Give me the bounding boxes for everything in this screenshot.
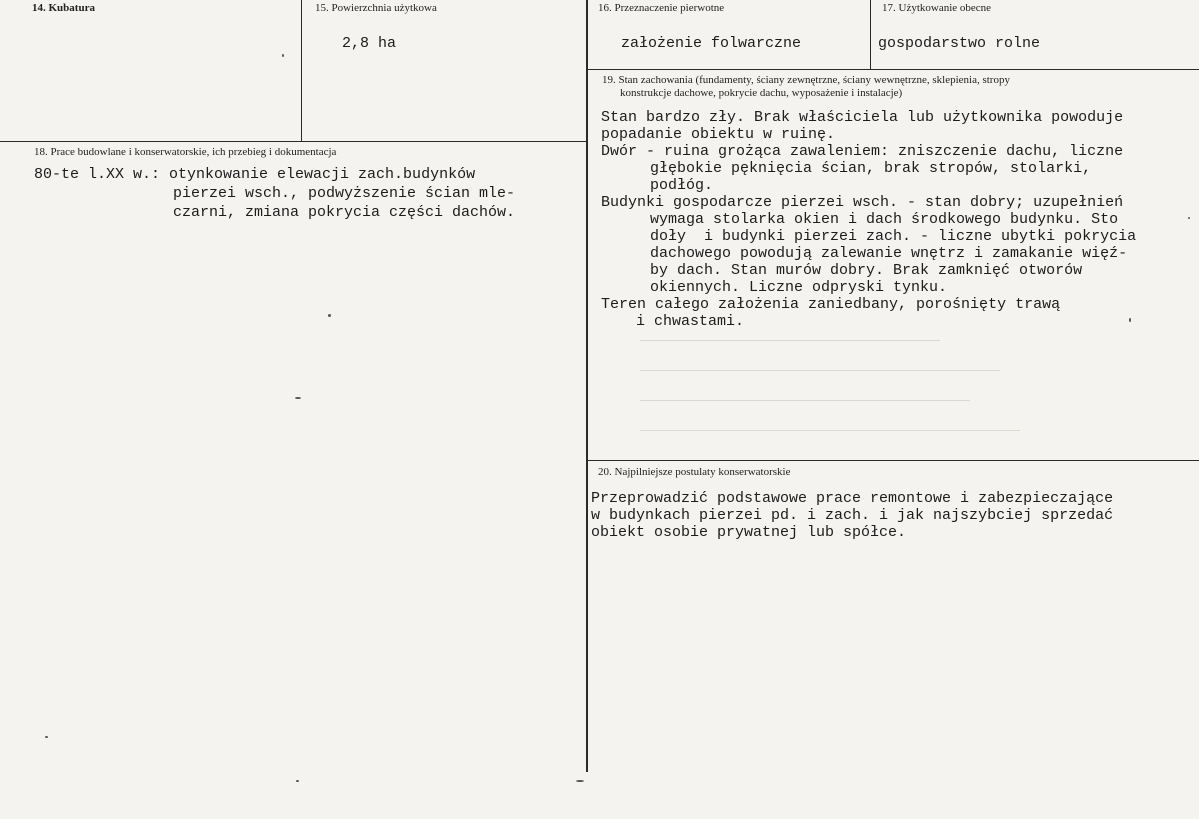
field-16-number: 16. [598,2,612,14]
field-16-label: Przeznaczenie pierwotne [614,2,725,14]
field-19-line-2: popadanie obiektu w ruinę. [601,126,836,143]
field-15-number: 15. [315,2,329,14]
field-19-label-line-1: Stan zachowania (fundamenty, ściany zewnętrzne, ściany wewnętrzne, sklepienia, stropy [618,74,1010,86]
show-through-line [640,370,1000,371]
show-through-line [640,340,940,341]
field-19-label-line-2: konstrukcje dachowe, pokrycie dachu, wyposażenie i instalacje) [620,87,903,99]
field-20-header [598,466,790,479]
paper-speck [1188,217,1190,219]
field-19-line-13: i chwastami. [636,313,745,330]
paper-speck [282,54,284,57]
field-19-line-12: Teren całego założenia zaniedbany, porośnięty trawą [601,296,1061,313]
divider-h-19-20 [588,460,1199,461]
show-through-line [640,400,970,401]
field-19-line-3: Dwór - ruina grożąca zawaleniem: zniszczenie dachu, liczne [601,143,1124,160]
field-18-line-1: 80-te l.XX w.: otynkowanie elewacji zach.budynków [34,166,476,183]
field-14-header [32,2,95,15]
field-19-line-10: by dach. Stan murów dobry. Brak zamknięć otworów [650,262,1083,279]
field-20-line-2: w budynkach pierzei pd. i zach. i jak najszybciej sprzedać [591,507,1114,524]
paper-speck [1129,318,1131,322]
divider-h-left [0,141,587,142]
field-14-number: 14. [32,2,46,14]
field-20-line-3: obiekt osobie prywatnej lub spółce. [591,524,907,541]
field-19-line-1: Stan bardzo zły. Brak właściciela lub użytkownika powoduje [601,109,1124,126]
field-19-line-8: doły i budynki pierzei zach. - liczne ubytki pokrycia [650,228,1137,245]
field-15-label: Powierzchnia użytkowa [331,2,437,14]
field-14-label: Kubatura [48,2,95,14]
divider-v-main [586,0,588,772]
field-15-header [315,2,437,15]
field-20-line-1: Przeprowadzić podstawowe prace remontowe i zabezpieczające [591,490,1114,507]
field-19-line-11: okiennych. Liczne odpryski tynku. [650,279,948,296]
field-19-header [602,74,1192,100]
field-19-header-line-1 [602,74,1192,87]
field-15-value: 2,8 ha [342,35,397,52]
field-17-number: 17. [882,2,896,14]
paper-speck [295,397,301,399]
paper-speck [45,736,48,738]
paper-speck [296,780,299,782]
paper-speck [328,314,331,317]
divider-v-16-17 [870,0,871,70]
field-19-number: 19. [602,74,616,86]
field-19-line-5: podłóg. [650,177,714,194]
field-16-header [598,2,724,15]
field-17-value: gospodarstwo rolne [878,35,1041,52]
divider-h-16-19 [588,69,1199,70]
field-19-line-9: dachowego powodują zalewanie wnętrz i zamakanie więź- [650,245,1128,262]
field-19-line-4: głębokie pęknięcia ścian, brak stropów, stolarki, [650,160,1092,177]
field-17-label: Użytkowanie obecne [898,2,992,14]
show-through-line [640,430,1020,431]
field-18-header [34,146,336,159]
field-18-number: 18. [34,146,48,158]
divider-v-14-15 [301,0,302,141]
field-19-line-7: wymaga stolarka okien i dach środkowego budynku. Sto [650,211,1119,228]
paper-speck [576,780,584,782]
field-16-value: założenie folwarczne [621,35,802,52]
field-20-label: Najpilniejsze postulaty konserwatorskie [614,466,791,478]
field-17-header [882,2,991,15]
field-18-line-3: czarni, zmiana pokrycia części dachów. [173,204,516,221]
field-18-line-2: pierzei wsch., podwyższenie ścian mle- [173,185,516,202]
field-18-label: Prace budowlane i konserwatorskie, ich przebieg i dokumentacja [50,146,337,158]
field-19-line-6: Budynki gospodarcze pierzei wsch. - stan dobry; uzupełnień [601,194,1124,211]
field-20-number: 20. [598,466,612,478]
